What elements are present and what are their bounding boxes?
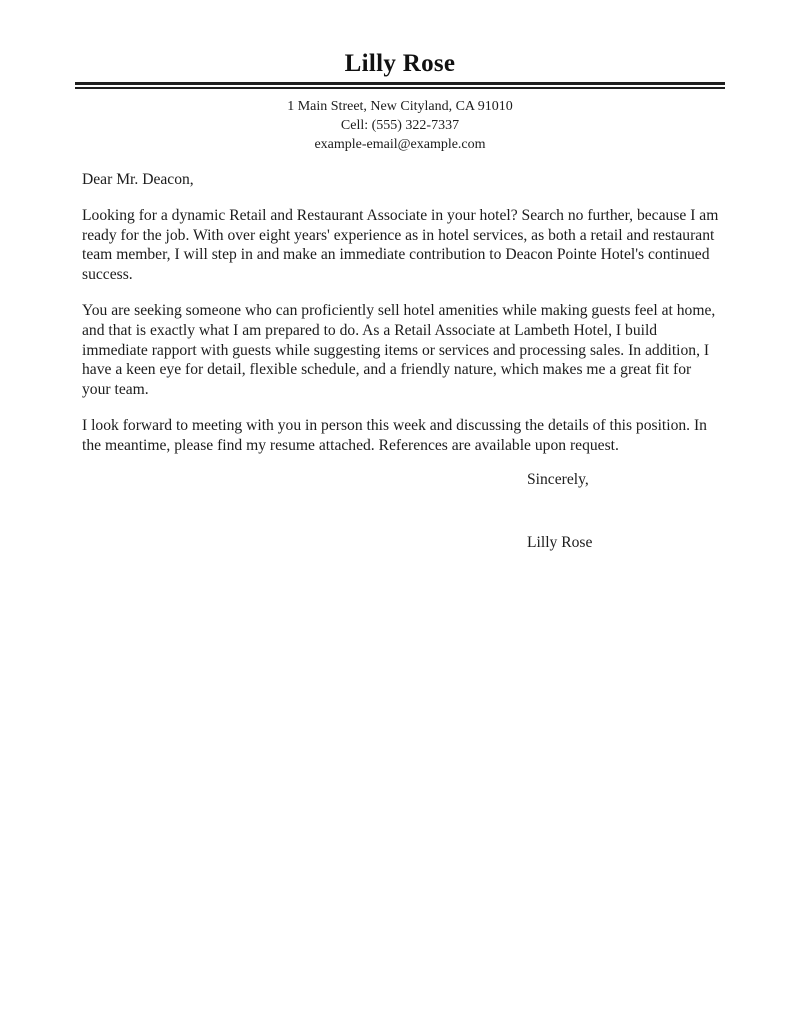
- closing-salutation: Sincerely,: [527, 470, 589, 488]
- salutation: Dear Mr. Deacon,: [82, 171, 194, 188]
- contact-address: 1 Main Street, New Cityland, CA 91010: [287, 99, 513, 114]
- header-divider: [75, 82, 725, 89]
- page-title: Lilly Rose: [344, 50, 456, 77]
- contact-cell: Cell: (555) 322-7337: [340, 118, 460, 133]
- contact-email: example-email@example.com: [314, 137, 486, 152]
- letter-header: [0, 0, 800, 154]
- paragraph-experience: You are seeking someone who can proficiently sell hotel amenities while making guests feel at home, and that is exactly what I am prepared to do. As a Retail Associate at Lambeth Hotel, I build immediate rapport with guests while suggesting items or services and processing sales. In addition, I have a keen eye for detail, flexible schedule, and a friendly nature, which makes me a great fit for your team.: [82, 301, 716, 399]
- closing-block: [527, 470, 722, 554]
- letter-body: [82, 170, 722, 553]
- signature-name: Lilly Rose: [527, 534, 593, 552]
- paragraph-intro: Looking for a dynamic Retail and Restaurant Associate in your hotel? Search no further, because I am ready for the job. With over eight years' experience as in hotel services, as both a retail and restaurant team member, I will step in and make an immediate contribution to Deacon Pointe Hotel's continued success.: [82, 206, 719, 284]
- contact-block: [0, 97, 800, 154]
- paragraph-followup: I look forward to meeting with you in person this week and discussing the details of this position. In the meantime, please find my resume attached. References are available upon request.: [82, 416, 707, 454]
